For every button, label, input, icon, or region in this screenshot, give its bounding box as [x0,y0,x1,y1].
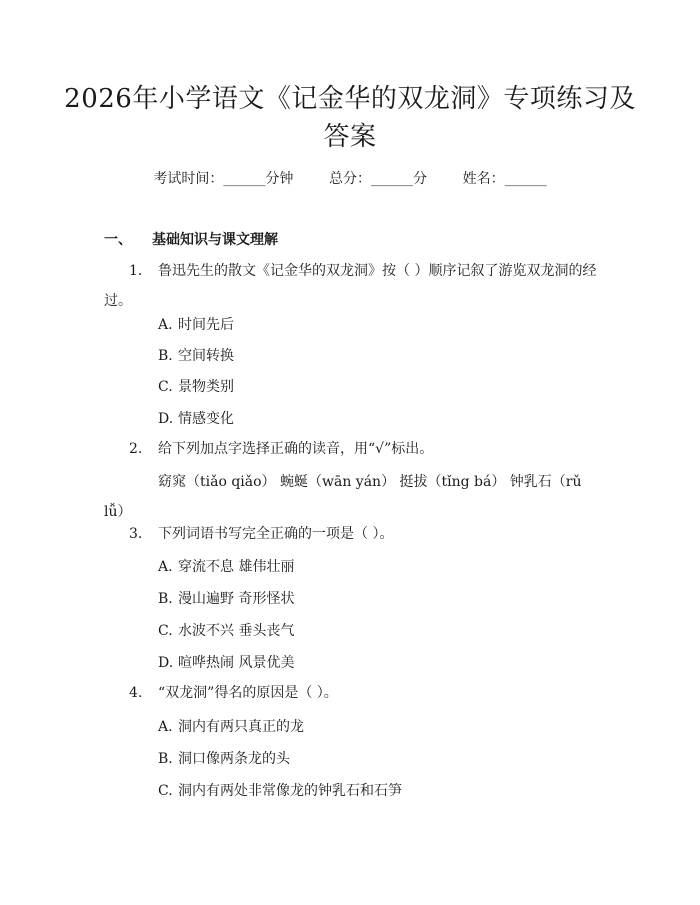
score-label: 总分： [329,171,371,187]
question-3 [104,519,600,549]
time-unit: 分钟 [265,171,294,187]
question-number: 1. [129,263,143,279]
question-number: 3. [129,526,143,542]
option-3c: C. 水波不兴 垂头丧气 [158,623,295,639]
name-label: 姓名： [462,171,505,187]
question-text: 鲁迅先生的散文《记金华的双龙洞》按（ ）顺序记叙了游览双龙洞的经过。 [104,263,597,309]
score-unit: 分 [413,171,427,187]
option-3a: A. 穿流不息 雄伟壮丽 [158,559,295,575]
section-title: 基础知识与课文理解 [152,232,278,248]
question-1 [104,256,600,316]
score-blank: ______ [371,171,413,187]
time-label: 考试时间： [153,171,224,187]
time-blank: ______ [223,171,266,187]
option-1c: C. 景物类别 [158,379,234,395]
option-1d: D. 情感变化 [158,411,234,427]
question-2 [104,434,600,464]
option-1b: B. 空间转换 [158,348,234,364]
section-number: 一、 [104,232,132,248]
section-heading [104,229,278,249]
option-1a: A. 时间先后 [158,317,234,333]
question-text: “双龙洞”得名的原因是（ ）。 [158,685,338,701]
exam-info-line [0,168,700,188]
question-text: 给下列加点字选择正确的读音，用“√”标出。 [158,441,434,457]
question-text: 下列词语书写完全正确的一项是（ ）。 [158,526,394,542]
question-number: 4. [129,685,143,701]
name-blank: ______ [504,171,547,187]
question-4 [104,678,600,708]
option-3b: B. 漫山遍野 奇形怪状 [158,591,295,607]
option-3d: D. 喧哗热闹 风景优美 [158,655,295,671]
question-number: 2. [129,441,143,457]
option-4a: A. 洞内有两只真正的龙 [158,719,304,735]
document-title: 2026年小学语文《记金华的双龙洞》专项练习及答案 [64,84,636,152]
option-4c: C. 洞内有两处非常像龙的钟乳石和石笋 [158,783,402,799]
pronunciation-items: 窈窕（tiǎo qiǎo） 蜿蜒（wān yán） 挺拔（tǐng bá） 钟乳石（rǔ lǚ） [104,474,582,520]
option-4b: B. 洞口像两条龙的头 [158,751,290,767]
